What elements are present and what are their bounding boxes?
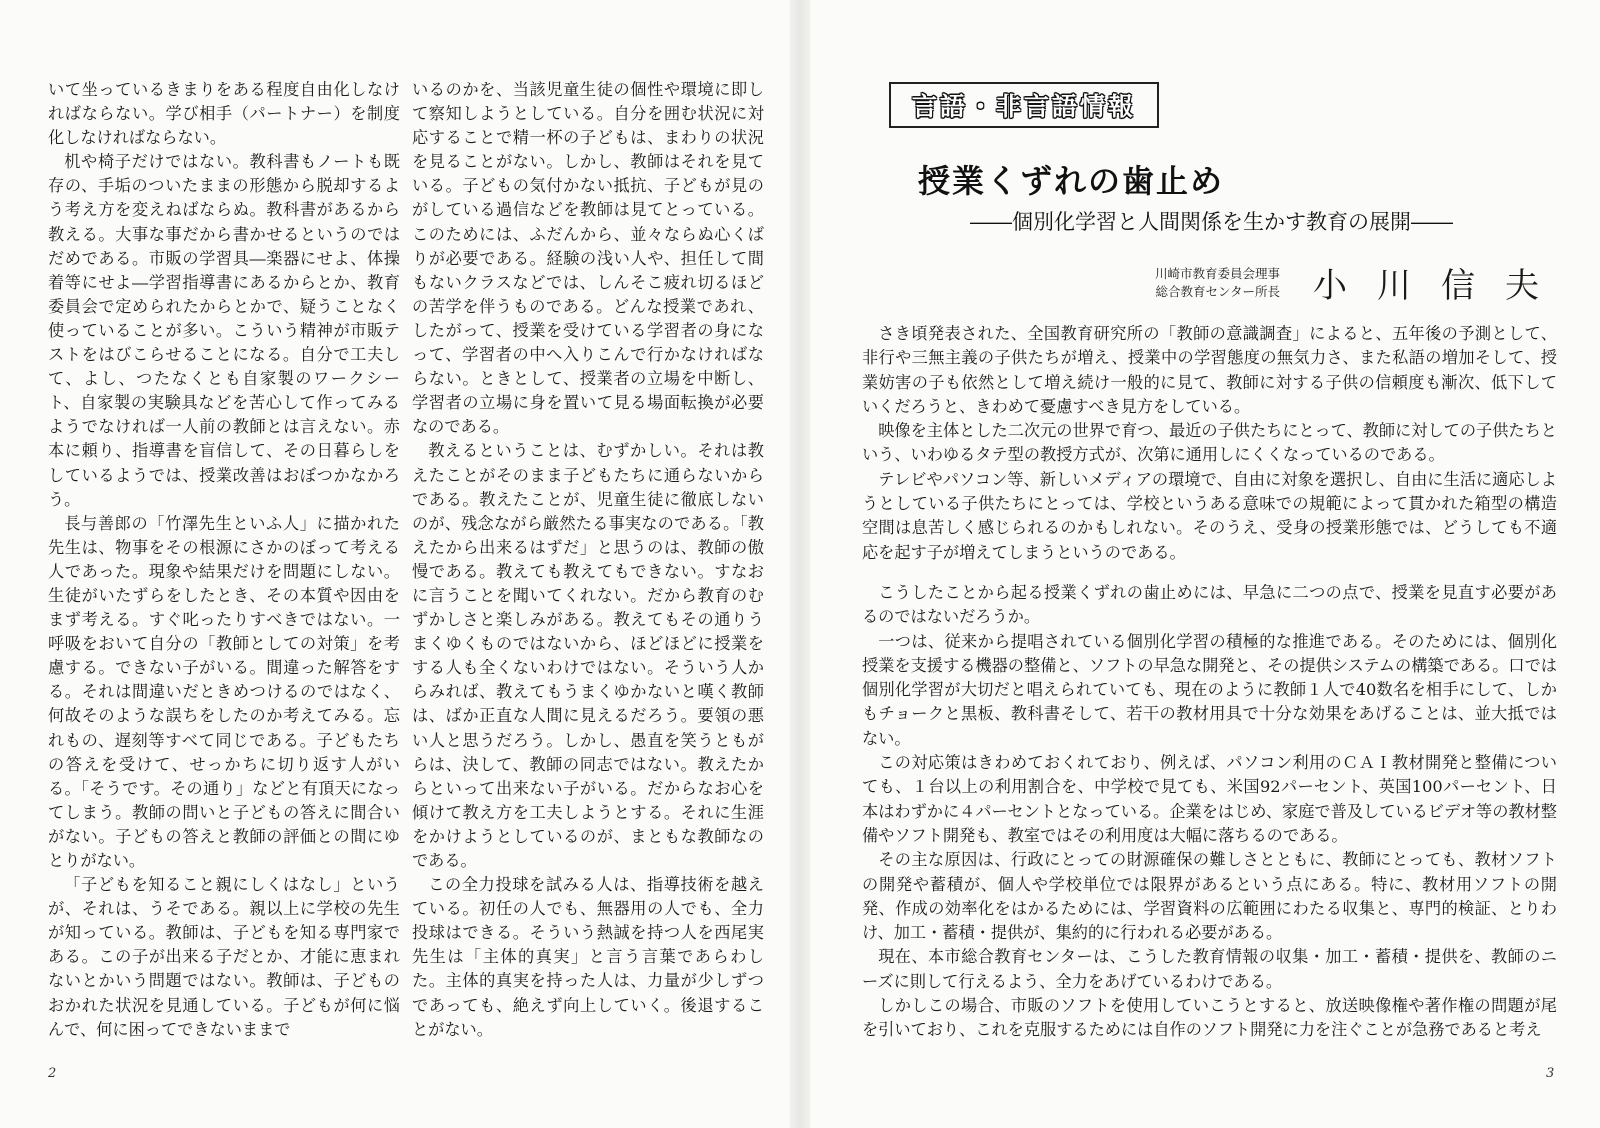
paragraph: こうしたことから起る授業くずれの歯止めには、早急に二つの点で、授業を見直す必要があるのではないだろうか。 (862, 582, 1557, 627)
paragraph: さき頃発表された、全国教育研究所の「教師の意識調査」によると、五年後の予測として、非行や三無主義の子供たちが増え、授業中の学習態度の無気力さ、また私語の増加そして、授業妨害の子も依然として増え続け一般的に見て、教師に対する子供の信頼度も漸次、低下していくだろうと、きわめて憂慮すべき見方をしている。 (862, 324, 1557, 416)
left-column-2 (412, 78, 764, 1068)
paragraph: いて坐っているきまりをある程度自由化しなければならない。学び相手（パートナー）を制度化しなければならない。 (48, 80, 400, 148)
article-title: 授業くずれの歯止め (918, 162, 1225, 200)
paragraph: 「子どもを知ること親にしくはなし」というが、それは、うそである。親以上に学校の先生が知っている。教師は、子どもを知る専門家である。この子が出来る子だとか、才能に恵まれないとかいう問題ではない。教師は、子どものおかれた状況を見通している。子どもが何に悩んで、何に困ってできないままで (48, 875, 400, 1039)
paragraph: この全力投球を試みる人は、指導技術を越えている。初任の人でも、無器用の人でも、全力投球はできる。そういう熱誠を持つ人を西尾実先生は「主体的真実」と言う言葉であらわした。主体的真実を持った人は、力量が少しずつであっても、絶えず向上していく。後退することがない。 (412, 875, 764, 1039)
paragraph: しかしこの場合、市販のソフトを使用していこうとすると、放送映像権や著作権の問題が尾を引いており、これを克服するためには自作のソフト開発に力を注ぐことが急務であると考え (862, 996, 1557, 1040)
affiliation-line-2: 総合教育センター所長 (1155, 284, 1281, 299)
affiliation-line-1: 川崎市教育委員会理事 (1155, 266, 1281, 281)
paragraph: 現在、本市総合教育センターは、こうした教育情報の収集・加工・蓄積・提供を、教師のニーズに則して行えるよう、全力をあげているわけである。 (862, 947, 1557, 991)
paragraph: テレビやパソコン等、新しいメディアの環境で、自由に対象を選択し、自由に生活に適応しようとしている子供たちにとっては、学校というある意味での規範によって貫かれた箱型の構造空間は息苦しく感じられるのかもしれない。そのうえ、受身の授業形態では、どうしても不適応を起す子が増えてしまうというのである。 (862, 469, 1557, 562)
paragraph: いるのかを、当該児童生徒の個性や環境に即して察知しようとしている。自分を囲む状況に対応することで精一杯の子どもは、まわりの状況を見ることがない。しかし、教師はそれを見ている。子どもの気付かない抵抗、子どもが見のがしている過信などを教師は見てとっている。このためには、ふだんから、並々ならぬ心くばりが必要である。経験の浅い人や、担任して間もないクラスなどでは、しんそこ疲れ切るほどの苦学を伴うものである。どんな授業であれ、したがって、授業を受けている学習者の身になって、学習者の中へ入りこんで行かなければならない。ときとして、授業者の立場を中断し、学習者の立場に身を置いて見る場面転換が必要なのである。 (412, 80, 764, 437)
left-page (0, 0, 790, 1128)
paragraph: 教えるということは、むずかしい。それは教えたことがそのまま子どもたちに通らないからである。教えたことが、児童生徒に徹底しないのが、残念ながら厳然たる事実なのである。「教えたから出来るはずだ」と思うのは、教師の傲慢である。教えても教えてもできない。すなおに言うことを聞いてくれない。だから教育のむずかしさと楽しみがある。教えてもその通りうまくゆくものではないから、ほどほどに授業をする人も全くないわけではない。そういう人からみれば、教えてもうまくゆかないと嘆く教師は、ばか正直な人間に見えるだろう。要領の悪い人と思うだろう。しかし、愚直を笑うともがらは、決して、教師の同志ではない。教えたからといって出来ない子がいる。だからなお心を傾けて教え方を工夫しようとする。それに生涯をかけようとしているのが、まともな教師なのである。 (412, 441, 764, 870)
article-body (862, 322, 1557, 1062)
page-number-right: 3 (1546, 1066, 1555, 1081)
book-gutter (790, 0, 810, 1128)
section-label: 言語・非言語情報 (889, 82, 1159, 128)
paragraph: 一つは、従来から提唱されている個別化学習の積極的な推進である。そのためには、個別化授業を支援する機器の整備と、ソフトの早急な開発と、その提供システムの構築である。口では個別化学習が大切だと唱えられていても、現在のように教師１人で40数名を相手にして、しかもチョークと黒板、教科書そして、若干の教材用具で十分な効果をあげることは、並大抵ではない。 (862, 631, 1557, 748)
author-name: 小川信夫 (1313, 266, 1569, 306)
page-number-left: 2 (48, 1066, 57, 1081)
paragraph: この対応策はきわめておくれており、例えば、パソコン利用のＣＡＩ教材開発と整備についても、１台以上の利用割合を、中学校で見ても、米国92パーセント、英国100パーセント、日本はわずかに４パーセントとなっている。企業をはじめ、家庭で普及しているビデオ等の教材整備やソフト開発も、教室ではその利用度は大幅に落ちるのである。 (862, 753, 1557, 845)
left-column-1 (48, 78, 400, 1068)
paragraph: その主な原因は、行政にとっての財源確保の難しさとともに、教師にとっても、教材ソフトの開発や蓄積が、個人や学校単位では限界があるという点にある。特に、教材用ソフトの開発、作成の効率化をはかるためには、学習資料の広範囲にわたる収集と、専門的検証、とりわけ、加工・蓄積・提供が、集約的に行われる必要がある。 (862, 850, 1557, 943)
paragraph: 映像を主体とした二次元の世界で育つ、最近の子供たちにとって、教師に対しての子供たちという、いわゆるタテ型の教授方式が、次第に通用しにくくなっているのである。 (862, 421, 1557, 465)
paragraph: 机や椅子だけではない。教科書もノートも既存の、手垢のついたままの形態から脱却するよう考え方を変えねばならぬ。教科書があるから教える。大事な事だから書かせるというのではだめである。市販の学習具―楽器にせよ、体操着等にせよ―学習指導書にあるからとか、教育委員会で定められたからとかで、疑うことなく使っていることが多い。こういう精神が市販テストをはびこらせることになる。自分で工夫して、よし、つたなくとも自家製のワークシート、自家製の実験具などを苦心して作ってみるようでなければ一人前の教師とは言えない。赤本に頼り、指導書を盲信して、その日暮らしをしているようでは、授業改善はおぼつかなかろう。 (48, 152, 400, 509)
author-affiliation (1155, 265, 1280, 301)
paragraph: 長与善郎の「竹澤先生といふ人」に描かれた先生は、物事をその根源にさかのぼって考える人であった。現象や結果だけを問題にしない。生徒がいたずらをしたとき、その本質や因由をまず考える。すぐ叱ったりすべきではない。一呼吸をおいて自分の「教師としての対策」を考慮する。できない子がいる。間違った解答をする。それは間違いだときめつけるのではなく、何故そのような誤ちをしたのか考えてみる。忘れもの、遅刻等すべて同じである。子どもたちの答えを受けて、せっかちに切り返す人がいる。「そうです。その通り」などと有頂天になってしまう。教師の問いと子どもの答えに間合いがない。子どもの答えと教師の評価との間にゆとりがない。 (48, 513, 400, 870)
article-subtitle: ――個別化学習と人間関係を生かす教育の展開―― (970, 210, 1453, 234)
